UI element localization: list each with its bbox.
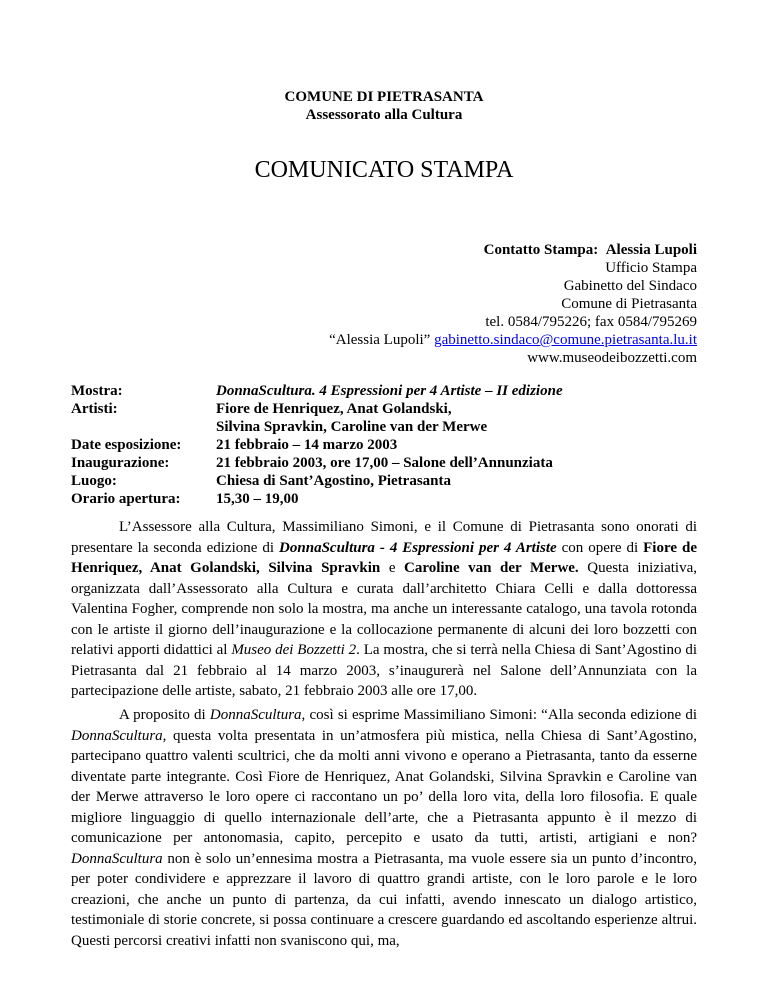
department-name: Assessorato alla Cultura bbox=[305, 107, 463, 123]
event-info-table bbox=[71, 382, 563, 508]
para1-text-3: e bbox=[380, 560, 405, 576]
para1-text-4: Questa iniziativa, organizzata dall’Assessorato alla Cultura e curata dall’architetto Chiara Celli e dalla dottoressa Valentina Fogher, comprende non solo la mostra, ma anche un interessante catalogo, una tavola rotonda con le artiste il giorno dell’inaugurazione e la collocazione permanente di alcuni dei loro bozzetti con relativi apporti didattici al bbox=[71, 560, 697, 658]
contact-email-name: “Alessia Lupoli” bbox=[329, 332, 431, 348]
contact-office: Ufficio Stampa bbox=[605, 260, 697, 276]
contact-label: Contatto Stampa: bbox=[483, 242, 599, 258]
contact-phone: tel. 0584/795226; fax 0584/795269 bbox=[485, 314, 697, 330]
luogo-label: Luogo: bbox=[71, 473, 117, 489]
paragraph-intro bbox=[71, 517, 697, 702]
para1-text-5: . La mostra, che si terrà nella Chiesa di Sant’Agostino di Pietrasanta dal 21 febbraio al 14 marzo 2003, s’inaugurerà nel Salone dell’Annunziata con la partecipazione delle artiste, sabato, 21 febbraio 2003 alle ore 17,00. bbox=[71, 642, 697, 699]
contact-cabinet: Gabinetto del Sindaco bbox=[563, 278, 697, 294]
para2-title-2: DonnaScultura bbox=[71, 727, 163, 744]
orario-value: 15,30 – 19,00 bbox=[216, 491, 299, 507]
press-contact bbox=[329, 241, 697, 367]
para2-text-3: , questa volta presentata in un’atmosfera più mistica, nella Chiesa di Sant’Agostino, partecipano quattro valenti scultrici, che da molti anni vivono e operano a Pietrasanta, tanto da esserne diventate parte integrante. Così Fiore de Henriquez, Anat Golandski, Silvina Spravkin e Caroline van der Merwe attraverso le loro opere ci raccontano un po’ della loro vita, della loro filosofia. E quale migliore linguaggio di quello internazionale dell’arte, che a Pietrasanta appunto è il mezzo di comunicazione per antonomasia, capito, percepito e usato da tutti, artisti, artigiani e non? bbox=[71, 727, 697, 846]
inaugurazione-label: Inaugurazione: bbox=[71, 455, 170, 471]
contact-heading bbox=[329, 241, 697, 259]
date-label: Date esposizione: bbox=[71, 437, 182, 453]
para1-artists: Fiore de Henriquez, Anat Golandski, Silvina Spravkin bbox=[71, 539, 697, 576]
contact-municipality: Comune di Pietrasanta bbox=[561, 296, 697, 312]
contact-name: Alessia Lupoli bbox=[605, 242, 697, 258]
para2-text-4: non è solo un’ennesima mostra a Pietrasanta, ma vuole essere sia un punto d’incontro, per poter condividere e apprezzare il lavoro di quattro grandi artiste, con le loro parole e le loro creazioni, che anche un punto di partenza, da cui infatti, avendo innescato un dialogo artistico, testimoniale di storie concrete, si possa continuare a crescere guardando ed ascoltando esperienze altrui. Questi percorsi creativi infatti non svaniscono qui, ma, bbox=[71, 850, 697, 949]
inaugurazione-value: 21 febbraio 2003, ore 17,00 – Salone dell’Annunziata bbox=[216, 455, 553, 471]
paragraph-quote bbox=[71, 705, 697, 951]
artisti-label: Artisti: bbox=[71, 401, 118, 417]
para2-text-2: , così si esprime Massimiliano Simoni: “Alla seconda edizione di bbox=[301, 707, 697, 723]
para1-museum-name: Museo dei Bozzetti 2 bbox=[231, 642, 357, 658]
mostra-value: DonnaScultura. 4 Espressioni per 4 Artiste – II edizione bbox=[216, 383, 563, 399]
contact-website: www.museodeibozzetti.com bbox=[527, 350, 697, 366]
contact-email-line bbox=[329, 331, 697, 349]
date-value: 21 febbraio – 14 marzo 2003 bbox=[216, 437, 398, 453]
luogo-value: Chiesa di Sant’Agostino, Pietrasanta bbox=[216, 473, 452, 489]
para2-title-3: DonnaScultura bbox=[71, 850, 163, 867]
para1-exhibition-title: DonnaScultura - 4 Espressioni per 4 Artiste bbox=[279, 539, 557, 556]
organization-name: COMUNE DI PIETRASANTA bbox=[284, 89, 484, 105]
para2-title-1: DonnaScultura bbox=[209, 707, 302, 723]
para2-text-1: A proposito di bbox=[119, 707, 210, 723]
orario-label: Orario apertura: bbox=[71, 491, 181, 507]
artisti-value-2: Silvina Spravkin, Caroline van der Merwe bbox=[216, 419, 488, 435]
contact-email-link[interactable]: gabinetto.sindaco@comune.pietrasanta.lu.it bbox=[434, 332, 697, 348]
para1-artist-last: Caroline van der Merwe. bbox=[404, 560, 579, 576]
artisti-value-1: Fiore de Henriquez, Anat Golandski, bbox=[216, 401, 452, 417]
mostra-label: Mostra: bbox=[71, 383, 123, 399]
para1-text-1: L’Assessore alla Cultura, Massimiliano Simoni, e il Comune di Pietrasanta sono onorati di presentare la seconda edizione di bbox=[71, 519, 697, 556]
page-title: COMUNICATO STAMPA bbox=[254, 157, 514, 183]
para1-text-2: con opere di bbox=[556, 539, 644, 556]
